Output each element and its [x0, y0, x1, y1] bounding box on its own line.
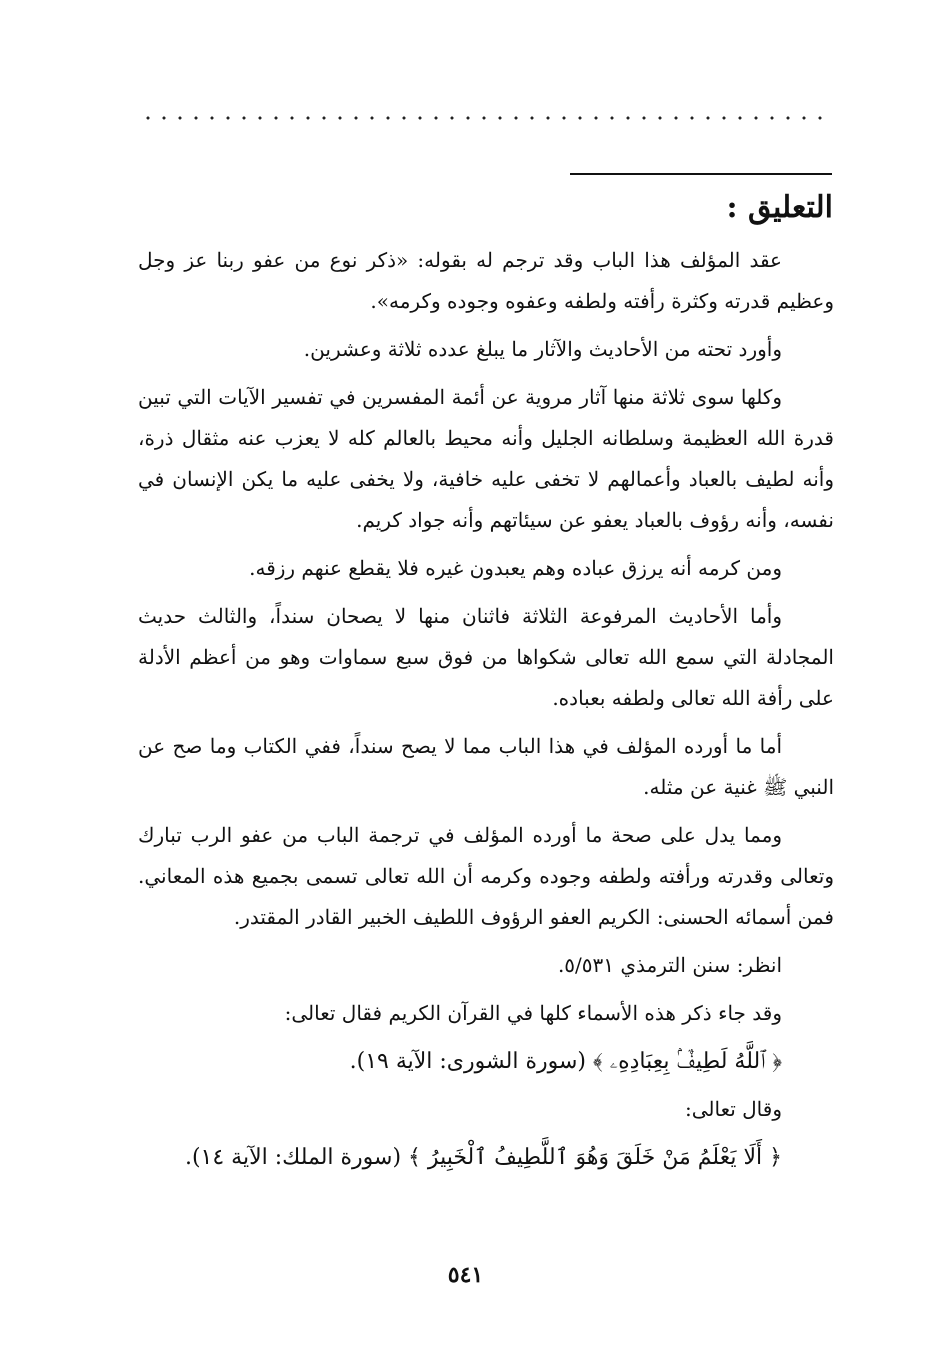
- paragraph: وقال تعالى:: [684, 1097, 782, 1121]
- quran-verse: ﴿ أَلَا يَعْلَمُ مَنْ خَلَقَ وَهُوَ ٱللَّطِيفُ ٱلْخَبِيرُ ﴾ (سورة الملك: الآية ١٤).: [184, 1145, 782, 1170]
- paragraph: أما ما أورده المؤلف في هذا الباب مما لا يصح سنداً، ففي الكتاب وما صح عن النبي ﷺ غنية عن مثله.: [138, 734, 834, 799]
- quran-verse: ﴿ ٱللَّهُ لَطِيفٌۢ بِعِبَادِهِۦ ﴾ (سورة الشورى: الآية ١٩).: [349, 1049, 782, 1074]
- footnote-rule: [570, 173, 832, 175]
- paragraph: وكلها سوى ثلاثة منها آثار مروية عن أئمة المفسرين في تفسير الآيات التي تبين قدرة الله العظيمة وسلطانه الجليل وأنه محيط بالعالم كله لا يعزب عنه مثقال ذرة، وأنه لطيف بالعباد وأعمالهم لا تخفى عليه خافية، ولا يخفى عليه ما يكن الإنسان في نفسه، وأنه رؤوف بالعباد يعفو عن سيئاتهم وأنه جواد كريم.: [138, 385, 834, 532]
- commentary-body: [138, 240, 834, 1185]
- dotted-separator: [140, 116, 832, 120]
- paragraph: وأورد تحته من الأحاديث والآثار ما يبلغ عدده ثلاثة وعشرين.: [303, 337, 782, 361]
- paragraph: ومما يدل على صحة ما أورده المؤلف في ترجمة الباب من عفو الرب تبارك وتعالى وقدرته ورأفته ولطفه وجوده وكرمه أن الله تعالى تسمى بجميع هذه المعاني. فمن أسمائه الحسنى: الكريم العفو الرؤوف اللطيف الخبير القادر المقتدر.: [138, 823, 834, 929]
- commentary-heading: التعليق :: [726, 190, 833, 225]
- reference-note: انظر: سنن الترمذي ٥/٥٣١.: [557, 953, 782, 977]
- paragraph: عقد المؤلف هذا الباب وقد ترجم له بقوله: «ذكر نوع من عفو ربنا عز وجل وعظيم قدرته وكثرة رأفته ولطفه وعفوه وجوده وكرمه».: [138, 248, 834, 313]
- page-number: ٥٤١: [447, 1262, 484, 1288]
- paragraph: وأما الأحاديث المرفوعة الثلاثة فاثنان منها لا يصحان سنداً، والثالث حديث المجادلة التي سمع الله تعالى شكواها من فوق سبع سماوات وهو من أعظم الأدلة على رأفة الله تعالى ولطفه بعباده.: [138, 604, 834, 710]
- paragraph: ومن كرمه أنه يرزق عباده وهم يعبدون غيره فلا يقطع عنهم رزقه.: [249, 556, 782, 580]
- paragraph: وقد جاء ذكر هذه الأسماء كلها في القرآن الكريم فقال تعالى:: [284, 1001, 782, 1025]
